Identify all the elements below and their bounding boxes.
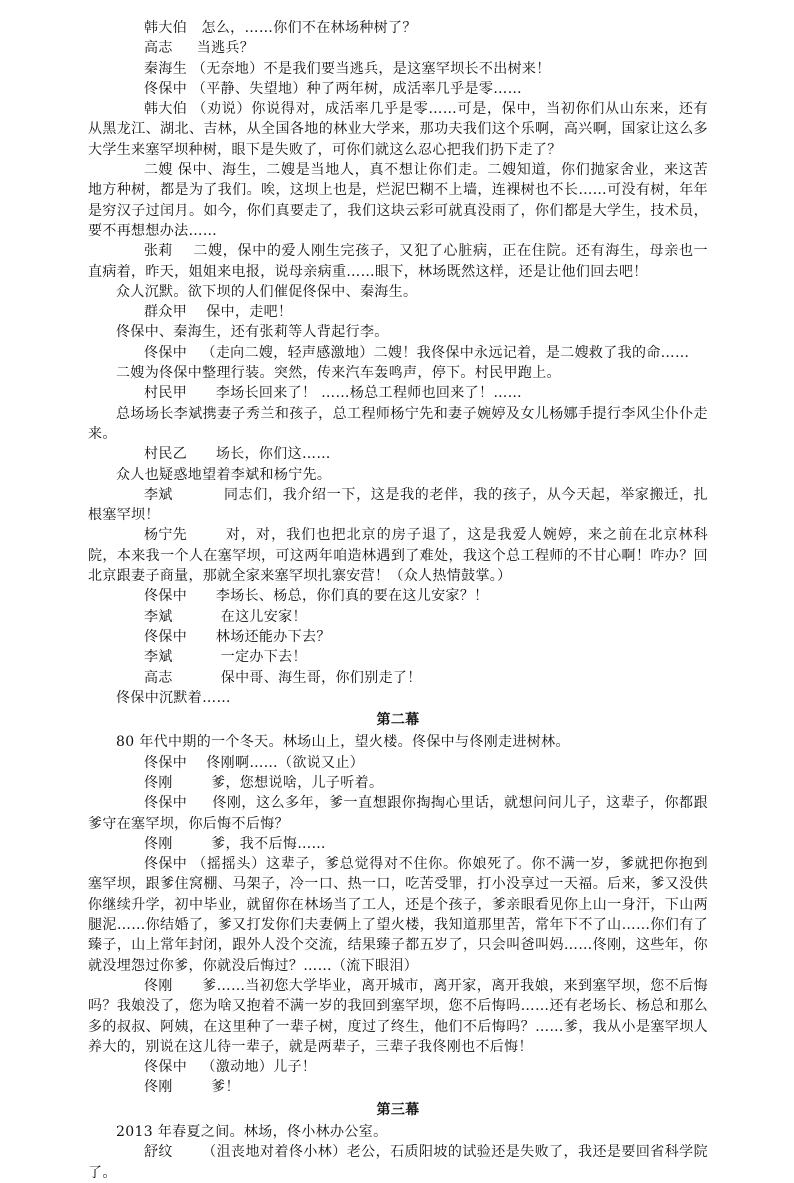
stage-direction: [88, 282, 708, 302]
speaker-name: 李斌: [144, 486, 173, 503]
line-text: 佟保中、秦海生，还有张莉等人背起行李。: [116, 324, 389, 341]
speaker-name: 佟刚: [144, 1079, 173, 1096]
line-text: （劝说）你说得对，成活率几乎是零……可是，保中，当初你们从山东来，还有从黑龙江、湖北、吉林，从全国各地的林业大学来，那功夫我们这个乐啊，高兴啊，国家让这么多大学生来塞罕坝种树，眼下是失败了，可你们就这么忍心把我们扔下走了？: [88, 101, 708, 158]
dialogue-line: [88, 647, 708, 667]
line-text: 场长，你们这……: [215, 446, 331, 463]
speaker-name: 村民甲: [144, 385, 188, 402]
dialogue-line: [88, 627, 708, 647]
speaker-name: 李斌: [144, 649, 173, 666]
line-text: 二嫂为佟保中整理行装。突然，传来汽车轰鸣声，停下。村民甲跑上。: [116, 365, 561, 382]
line-text: 在这儿安家！: [220, 608, 307, 625]
speaker-name: 佟保中: [144, 344, 188, 361]
dialogue-line: [88, 99, 708, 160]
dialogue-line: [88, 976, 708, 1057]
line-text: 爹，我不后悔……: [211, 835, 326, 852]
line-text: 佟刚啊……（欲说又止）: [206, 754, 365, 771]
dialogue-line: [88, 18, 708, 38]
line-text: 爹！: [211, 1079, 240, 1096]
stage-direction: [88, 404, 708, 445]
line-text: 林场还能办下去？: [215, 628, 331, 645]
line-text: （摇摇头）这辈子，爹总觉得对不住你。你娘死了。你不满一岁，爹就把你抱到塞罕坝，跟爹住窝棚、马架子，冷一口、热一口，吃苦受罪，打小没享过一天福。后来，爹又没供你继续升学，初中毕业，就留你在林场当了工人，还是个孩子，爹亲眼看见你上山一身汗，下山两腿泥……你结婚了，爹又打发你们夫妻俩上了望火楼，我知道那里苦，常年下不了山……你们有了臻子，山上常年封闭，跟外人没个交流，结果臻子都五岁了，只会叫爸叫妈……佟刚，这些年，你就没埋怨过你爹，你就没后悔过？……（流下眼泪）: [88, 856, 708, 974]
line-text: 怎么，……你们不在林场种树了？: [201, 20, 417, 36]
line-text: 总场场长李斌携妻子秀兰和孩子，总工程师杨宁先和妻子婉婷及女儿杨娜手提行李风尘仆仆走来。: [88, 405, 708, 442]
dialogue-line: [88, 160, 708, 241]
line-text: 保中，走吧！: [206, 304, 293, 321]
dialogue-line: [88, 834, 708, 854]
stage-direction: [88, 465, 708, 485]
speaker-name: 韩大伯: [144, 101, 188, 118]
line-text: 当逃兵？: [196, 40, 255, 57]
dialogue-line: [88, 241, 708, 282]
speaker-name: 舒纹: [144, 1144, 173, 1161]
line-text: 80 年代中期的一个冬天。林场山上，望火楼。佟保中与佟刚走进树林。: [116, 734, 570, 751]
dialogue-line: [88, 1142, 708, 1183]
dialogue-line: [88, 383, 708, 403]
speaker-name: 村民乙: [144, 446, 188, 463]
speaker-name: 佟刚: [144, 774, 173, 791]
speaker-name: 群众甲: [144, 304, 188, 321]
act-two-heading: 第二幕: [376, 712, 420, 729]
act-one-section: [88, 18, 708, 708]
line-text: 保中、海生，二嫂是当地人，真不想让你们走。二嫂知道，你们抛家舍业，来这苦地方种树，都是为了我们。唉，这坝上也是，烂泥巴糊不上墙，连裸树也不长……可没有树，年年是穷汉子过闰月。如今，你们真要走了，我们这块云彩可就真没雨了，你们都是大学生，技术员，要不再想想办法……: [88, 162, 708, 239]
line-text: 对，对，我们也把北京的房子退了，这是我爱人婉婷，来之前在北京林科院，本来我一个人在塞罕坝，可这两年咱造林遇到了难处，我这个总工程师的不甘心啊！咋办？回北京跟妻子商量，那就全家来塞罕坝扎寨安营！（众人热情鼓掌。）: [88, 527, 709, 585]
line-text: （激动地）儿子！: [201, 1059, 317, 1076]
dialogue-line: [88, 38, 708, 58]
dialogue-line: [88, 668, 708, 688]
speaker-name: 韩大伯: [144, 20, 188, 36]
stage-direction: [88, 363, 708, 383]
stage-direction: [88, 732, 708, 752]
line-text: 李场长、杨总，你们真的要在这儿安家？！: [215, 588, 489, 605]
dialogue-line: [88, 444, 708, 464]
stage-direction: [88, 322, 708, 342]
line-text: 爹，您想说啥，儿子听着。: [211, 774, 384, 791]
dialogue-line: [88, 1077, 708, 1097]
line-text: 李场长回来了！ ……杨总工程师也回来了！……: [215, 385, 523, 402]
dialogue-line: [88, 773, 708, 793]
line-text: 众人也疑惑地望着李斌和杨宁先。: [116, 466, 332, 483]
line-text: （走向二嫂，轻声感激地）二嫂！我佟保中永远记着，是二嫂救了我的命……: [201, 344, 690, 361]
dialogue-line: [88, 59, 708, 79]
act-three-section: [88, 1122, 708, 1183]
line-text: 爹……当初您大学毕业，离开城市，离开家，离开我娘，来到塞罕坝，您不后悔吗？我娘没了，您为啥又抱着不满一岁的我回到塞罕坝，您不后悔吗……还有老场长、杨总和那么多的叔叔、阿姨，在这里种了一辈子树，度过了终生，他们不后悔吗？……爹，我从小是塞罕坝人养大的，别说在这儿待一辈子，就是两辈子，三辈子我佟刚也不后悔！: [88, 977, 708, 1055]
speaker-name: 佟保中: [144, 856, 188, 873]
line-text: （无奈地）不是我们要当逃兵，是这塞罕坝长不出树来！: [191, 60, 551, 77]
act-three-heading: 第三幕: [376, 1101, 420, 1118]
line-text: （平静、失望地）种了两年树，成活率几乎是零……: [191, 80, 522, 97]
line-text: 二嫂，保中的爱人刚生完孩子，又犯了心脏病，正在住院。还有海生，母亲也一直病着，昨天，姐姐来电报，说母亲病重……眼下，林场既然这样，还是让他们回去吧！: [88, 243, 709, 280]
dialogue-line: [88, 753, 708, 773]
line-text: 众人沉默。欲下坝的人们催促佟保中、秦海生。: [116, 283, 418, 300]
act-two-section: [88, 732, 708, 1097]
dialogue-line: [88, 793, 708, 834]
speaker-name: 佟刚: [144, 977, 173, 994]
dialogue-line: [88, 302, 708, 322]
speaker-name: 佟保中: [144, 795, 188, 812]
dialogue-line: [88, 485, 708, 526]
stage-direction: [88, 688, 708, 708]
speaker-name: 高志: [144, 669, 173, 686]
speaker-name: 杨宁先: [144, 527, 188, 544]
speaker-name: 佟刚: [144, 835, 173, 852]
line-text: 一定办下去！: [220, 649, 307, 666]
dialogue-line: [88, 525, 708, 586]
dialogue-line: [88, 854, 708, 976]
speaker-name: 佟保中: [144, 754, 188, 771]
speaker-name: 秦海生: [144, 60, 188, 77]
line-text: 佟刚，这么多年，爹一直想跟你掏掏心里话，就想问问儿子，这辈子，你都跟爹守在塞罕坝，你后悔不后悔？: [88, 795, 708, 832]
speaker-name: 高志: [144, 40, 173, 57]
speaker-name: 佟保中: [144, 80, 188, 97]
line-text: 佟保中沉默着……: [116, 689, 231, 706]
line-text: 保中哥、海生哥，你们别走了！: [220, 669, 422, 686]
dialogue-line: [88, 1057, 708, 1077]
line-text: （沮丧地对着佟小林）老公，石质阳坡的试验还是失败了，我还是要回省科学院了。: [88, 1144, 708, 1181]
line-text: 2013 年春夏之间。林场，佟小林办公室。: [116, 1124, 388, 1141]
line-text: 同志们，我介绍一下，这是我的老伴，我的孩子，从今天起，举家搬迁，扎根塞罕坝！: [88, 486, 708, 524]
speaker-name: 佟保中: [144, 628, 188, 645]
speaker-name: 二嫂: [144, 162, 173, 179]
speaker-name: 李斌: [144, 608, 173, 625]
dialogue-line: [88, 607, 708, 627]
stage-direction: [88, 1122, 708, 1142]
dialogue-line: [88, 79, 708, 99]
dialogue-line: [88, 343, 708, 363]
dialogue-line: [88, 586, 708, 606]
speaker-name: 张莉: [144, 243, 173, 260]
speaker-name: 佟保中: [144, 1059, 188, 1076]
speaker-name: 佟保中: [144, 588, 188, 605]
